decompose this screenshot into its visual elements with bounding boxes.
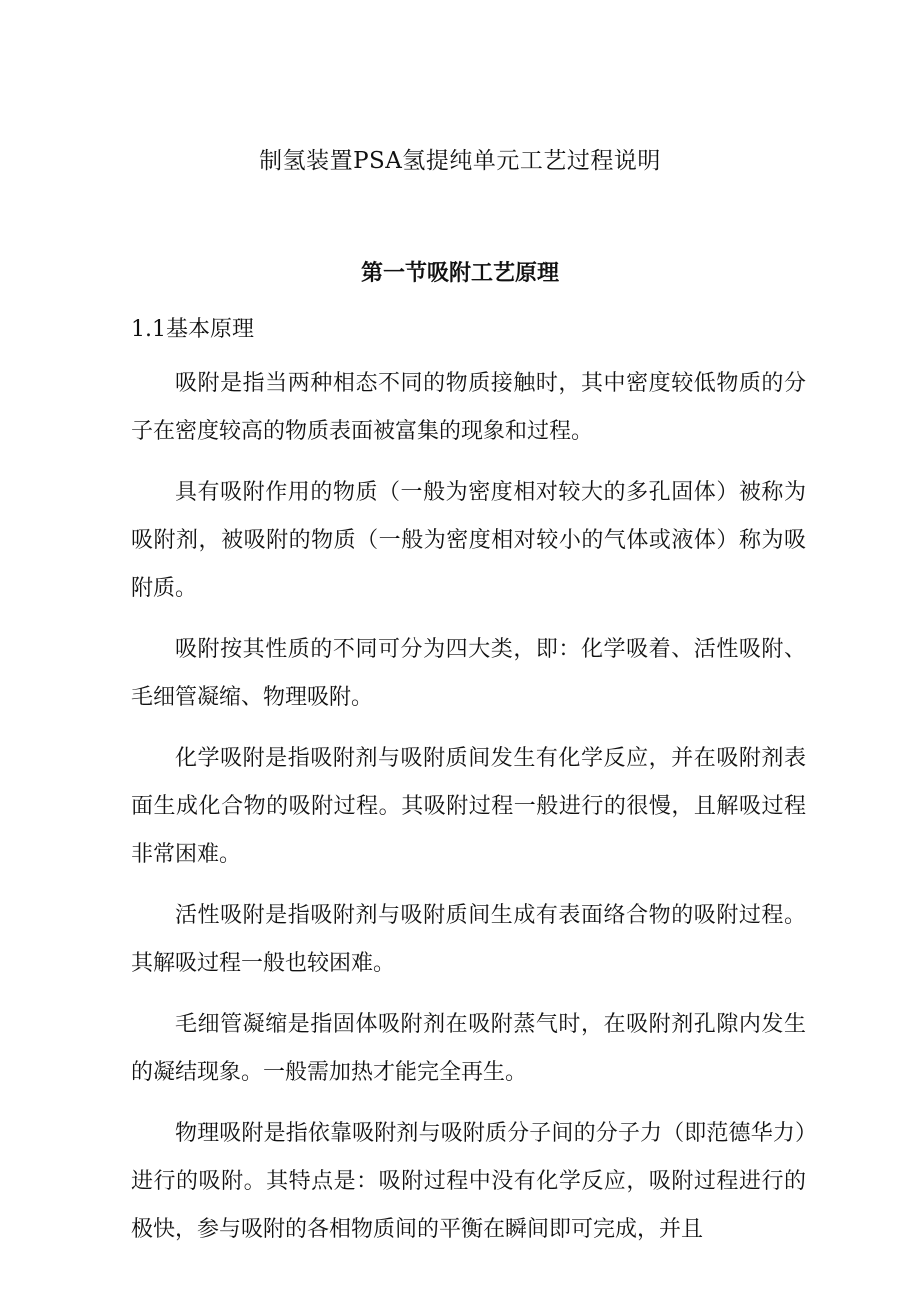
subsection-heading: 1.1基本原理 <box>131 317 254 342</box>
paragraph-adsorption-types: 吸附按其性质的不同可分为四大类，即：化学吸着、活性吸附、毛细管凝缩、物理吸附。 <box>131 637 806 710</box>
paragraph-adsorbent-definition: 具有吸附作用的物质（一般为密度相对较大的多孔固体）被称为吸附剂，被吸附的物质（一般为密度相对较小的气体或液体）称为吸附质。 <box>131 480 806 601</box>
paragraph-adsorption-definition: 吸附是指当两种相态不同的物质接触时，其中密度较低物质的分子在密度较高的物质表面被富集的现象和过程。 <box>131 371 806 444</box>
document-title: 制氢装置PSA氢提纯单元工艺过程说明 <box>259 148 661 174</box>
paragraph-active-adsorption: 活性吸附是指吸附剂与吸附质间生成有表面络合物的吸附过程。其解吸过程一般也较困难。 <box>131 903 806 976</box>
paragraph-physical-adsorption: 物理吸附是指依靠吸附剂与吸附质分子间的分子力（即范德华力）进行的吸附。其特点是：吸附过程中没有化学反应，吸附过程进行的极快，参与吸附的各相物质间的平衡在瞬间即可完成，并且 <box>131 1121 806 1242</box>
section-heading: 第一节吸附工艺原理 <box>360 260 559 286</box>
paragraph-chemical-adsorption: 化学吸附是指吸附剂与吸附质间发生有化学反应，并在吸附剂表面生成化合物的吸附过程。其吸附过程一般进行的很慢，且解吸过程非常困难。 <box>131 746 806 867</box>
paragraph-capillary-condensation: 毛细管凝缩是指固体吸附剂在吸附蒸气时，在吸附剂孔隙内发生的凝结现象。一般需加热才能完全再生。 <box>131 1012 806 1085</box>
body-text <box>131 360 806 1267</box>
